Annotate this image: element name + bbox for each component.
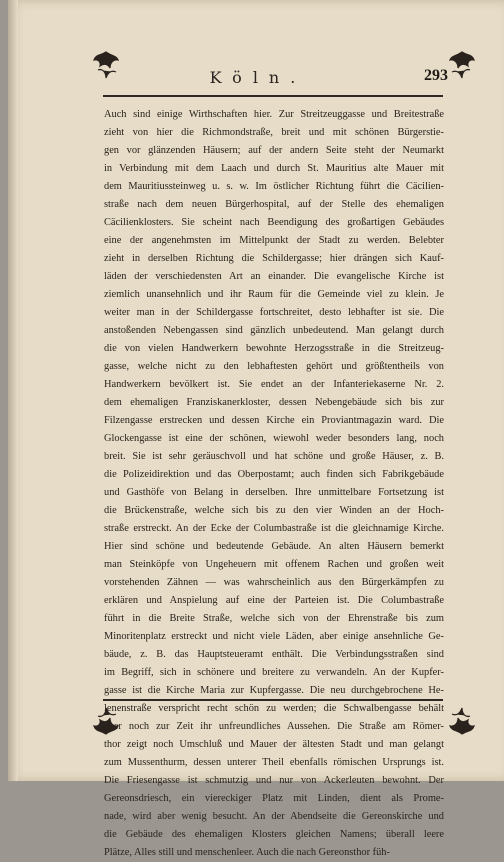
- page-number: 293: [424, 67, 448, 84]
- text-line: Die Friesengasse ist schmutzig und nur von Ackerleuten bewohnt. Der: [104, 775, 444, 786]
- text-line: thor zeigt noch Umschluß und Mauer der ältesten Stadt und man gelangt: [104, 739, 444, 750]
- text-line: Minoritenplatz erstreckt und nicht viele Läden, aber einige ansehnliche Ge-: [104, 631, 444, 642]
- text-line: straße nach dem neuen Bürgerhospital, auf der Stelle des ehemaligen: [104, 199, 444, 210]
- text-line: aber noch zur Zeit ihr unfreundliches Aussehen. Die Straße am Römer-: [104, 721, 444, 732]
- text-line: ziemlich unansehnlich und ihr Raum für die Gemeinde viel zu klein. Je: [104, 289, 444, 300]
- book-page: [8, 0, 504, 858]
- corner-ornament-top-left-icon: [92, 50, 120, 80]
- text-line: die von vielen Handwerkern bewohnte Herzogsstraße in die Streitzeug-: [104, 343, 444, 354]
- text-line: dem Mauritiussteinweg u. s. w. Im östlicher Richtung führt die Cäcilien-: [104, 181, 444, 192]
- text-line: weiter man in der Schildergasse fortschreitet, desto lebhafter ist sie. Die: [104, 307, 444, 318]
- text-line: man Steinköpfe von Ungeheuern mit offenem Rachen und großen weit: [104, 559, 444, 570]
- text-line: breit. Sie ist sehr geräuschvoll und hat schöne und große Häuser, z. B.: [104, 451, 444, 462]
- text-line: Gereonsdriesch, ein viereckiger Platz mit Linden, dient als Prome-: [104, 793, 444, 804]
- text-line: Auch sind einige Wirthschaften hier. Zur Streitzeuggasse und Breitestraße: [104, 109, 444, 120]
- header-rule: [103, 95, 443, 97]
- text-line: zieht von hier die Richmondstraße, breit und mit schönen Bürgerstie-: [104, 127, 444, 138]
- text-line: bäude, z. B. das Hauptsteueramt enthält. Die Verbindungsstraßen sind: [104, 649, 444, 660]
- text-line: Handwerkern bevölkert ist. Sie endet an der Infanteriekaserne Nr. 2.: [104, 379, 444, 390]
- text-line: führt in die Breite Straße, welche sich von der Ehrenstraße bis zum: [104, 613, 444, 624]
- text-line: eine der angenehmsten im Mittelpunkt der Stadt zu werden. Belebter: [104, 235, 444, 246]
- body-text: [104, 106, 444, 862]
- text-line: im Begriff, sich in schönere und breitere zu verwandeln. An der Kupfer-: [104, 667, 444, 678]
- text-line: Hier sind schöne und bedeutende Gebäude. An alten Häusern bemerkt: [104, 541, 444, 552]
- text-line: erklären und Anspielung auf eine der Parteien ist. Die Columbastraße: [104, 595, 444, 606]
- text-line: in Verbindung mit dem Laach und durch St. Mauritius alte Mauer mit: [104, 163, 444, 174]
- text-line: Filzengasse erstrecken und dessen Kirche ein Proviantmagazin ward. Die: [104, 415, 444, 426]
- text-line: gasse ist die Kirche Maria zur Kupfergasse. Die neu durchgebrochene He-: [104, 685, 444, 696]
- text-line: Glockengasse ist eine der schönen, wiewohl weder besonders lang, noch: [104, 433, 444, 444]
- text-line: anstoßenden Nebengassen sind gänzlich unbedeutend. Man gelangt durch: [104, 325, 444, 336]
- text-line: straße erstreckt. An der Ecke der Columbastraße ist die gleichnamige Kirche.: [104, 523, 444, 534]
- text-line: die Brückenstraße, welche sich bis zu den vier Winden an der Hoch-: [104, 505, 444, 516]
- text-line: dem ehemaligen Franziskanerkloster, dessen Nebengebäude sich bis zur: [104, 397, 444, 408]
- corner-ornament-top-right-icon: [448, 50, 476, 80]
- corner-ornament-bottom-right-icon: [448, 706, 476, 736]
- text-line: gasse, welche nicht zu den lebhaftesten gehört und größtentheils von: [104, 361, 444, 372]
- text-line: vorstehenden Zähnen — was wahrscheinlich aus den Bürgerkämpfen zu: [104, 577, 444, 588]
- running-head-title: Köln.: [209, 68, 307, 87]
- footer-rule: [103, 699, 443, 701]
- text-line: lenenstraße verspricht recht schön zu werden; die Schwalbengasse behält: [104, 703, 444, 714]
- text-line: gen vor glänzenden Häusern; auf der andern Seite steht der Neumarkt: [104, 145, 444, 156]
- text-line: nade, wird aber wenig besucht. An der Abendseite die Gereonskirche und: [104, 811, 444, 822]
- text-line: die Polizeidirektion und das Oberpostamt; auch finden sich Fabrikgebäude: [104, 469, 444, 480]
- text-line: Plätze, Alles still und menschenleer. Auch die nach Gereonsthor füh-: [104, 847, 390, 858]
- text-line: Cäcilienklosters. Sie scheint nach Beendigung des großartigen Gebäudes: [104, 217, 444, 228]
- text-line: zum Mussenthurm, dessen unterer Theil ebenfalls römischen Ursprungs ist.: [104, 757, 444, 768]
- text-line: läden der verschiedensten Art an einander. Die evangelische Kirche ist: [104, 271, 444, 282]
- running-head: [118, 68, 448, 88]
- text-line: die Gebäude des ehemaligen Klosters gleichen Namens; überall leere: [104, 829, 444, 840]
- book-spine-shadow: [8, 0, 18, 781]
- text-line: zieht in derselben Richtung die Schildergasse; hier drängen sich Kauf-: [104, 253, 444, 264]
- text-line: und Gasthöfe von Belang in derselben. Ihre unmittelbare Fortsetzung ist: [104, 487, 444, 498]
